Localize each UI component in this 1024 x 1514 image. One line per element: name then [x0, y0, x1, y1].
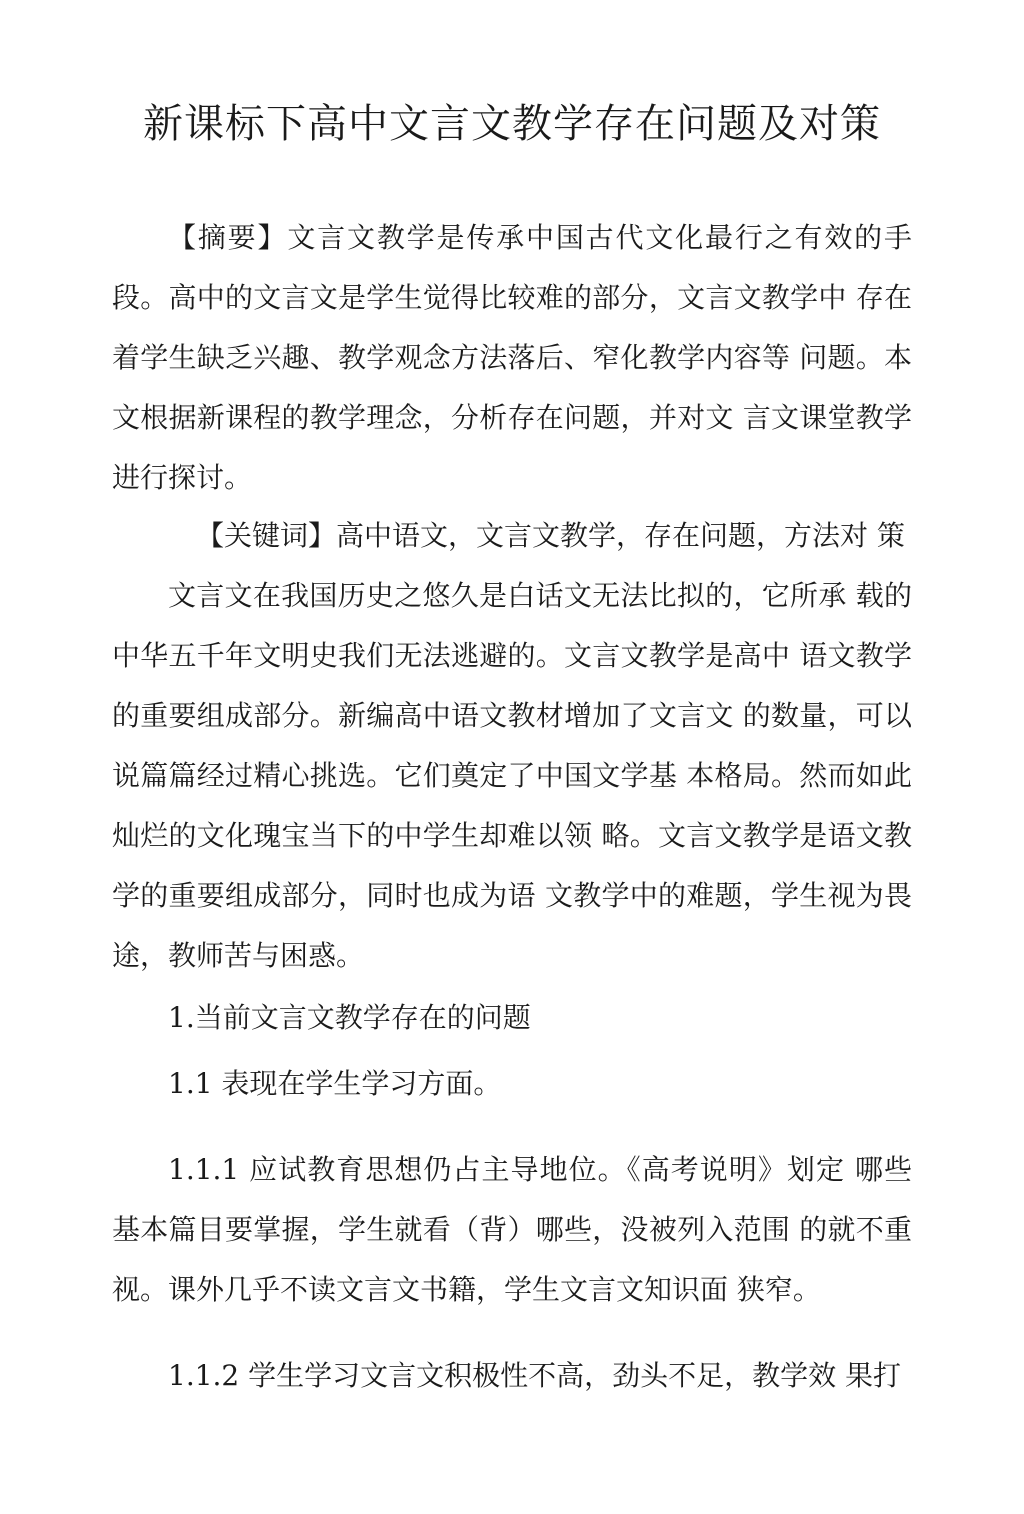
section-heading-1: 1.当前文言文教学存在的问题 — [168, 1001, 531, 1034]
paragraph-1-1-1: 1.1.1 应试教育思想仍占主导地位。《高考说明》划定 哪些基本篇目要掌握，学生就看（背）哪些，没被列入范围 的就不重视。课外几乎不读文言文书籍，学生文言文知识面 狭窄。 — [112, 1153, 912, 1306]
section-heading-1-1: 1.1 表现在学生学习方面。 — [168, 1067, 502, 1100]
intro-paragraph: 文言文在我国历史之悠久是白话文无法比拟的，它所承 载的中华五千年文明史我们无法逃避的。文言文教学是高中 语文教学的重要组成部分。新编高中语文教材增加了文言文 的数量，可以说篇篇经过精心挑选。它们奠定了中国文学基 本格局。然而如此灿烂的文化瑰宝当下的中学生却难以领 略。文言文教学是语文教学的重要组成部分，同时也成为语 文教学中的难题，学生视为畏途，教师苦与困惑。 — [112, 579, 912, 972]
paragraph-1-1-2: 1.1.2 学生学习文言文积极性不高，劲头不足，教学效 果打 — [168, 1359, 902, 1392]
document-title: 新课标下高中文言文教学存在问题及对策 — [143, 101, 881, 147]
abstract-paragraph: 【摘要】文言文教学是传承中国古代文化最行之有效的手 段。高中的文言文是学生觉得比较难的部分，文言文教学中 存在着学生缺乏兴趣、教学观念方法落后、窄化教学内容等 问题。本文根据新课程的教学理念，分析存在问题，并对文 言文课堂教学进行探讨。 — [112, 221, 912, 494]
keywords-paragraph: 【关键词】高中语文，文言文教学，存在问题，方法对 策 — [196, 519, 905, 552]
